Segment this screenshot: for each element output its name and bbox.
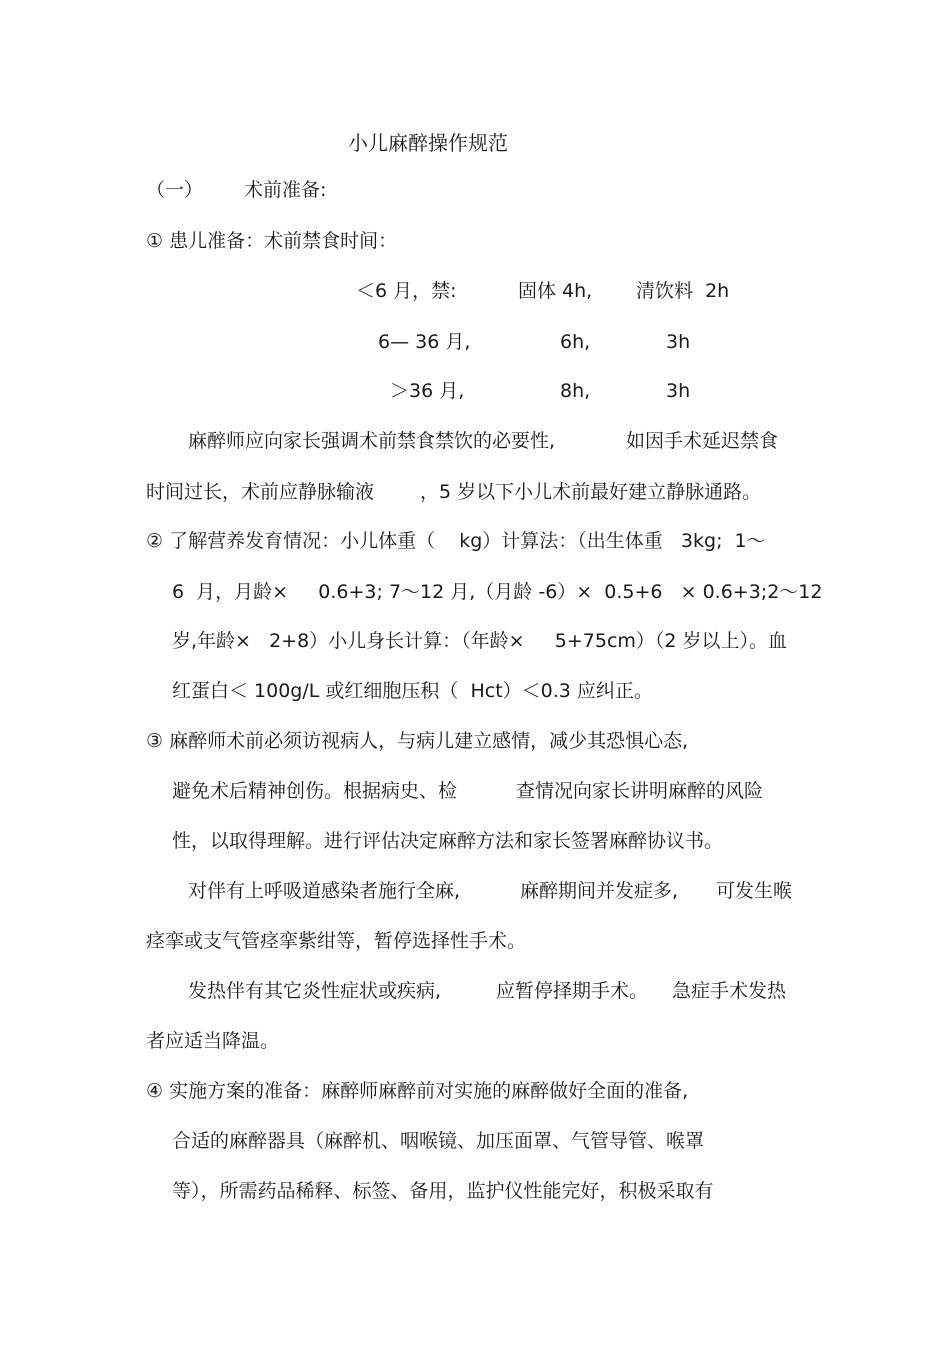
uri-para-line-1b: 麻醉期间并发症多, [520,880,679,902]
fasting-row-2-clear: 3h [666,331,691,353]
fasting-row-3-age: ＞36 月, [390,380,465,402]
uri-para-line-2: 痉挛或支气管痉挛紫绀等，暂停选择性手术。 [146,930,527,952]
fever-para-line-1b: 应暂停择期手术。 [496,980,649,1002]
item-2-line-2: 6 月，月龄× 0.6+3; 7～12 月,（月龄 -6）× 0.5+6 × 0.6+3;2～12 [172,581,823,603]
fasting-note-line-2a: 时间过长，术前应静脉输液 [146,481,375,503]
item-2-line-4: 红蛋白＜ 100g/L 或红细胞压积（ Hct）＜0.3 应纠正。 [172,680,653,702]
fever-para-line-2: 者应适当降温。 [146,1030,280,1052]
fasting-row-1-age: ＜6 月，禁: [356,280,457,302]
item-4-line-1: ④ 实施方案的准备：麻醉师麻醉前对实施的麻醉做好全面的准备, [146,1080,689,1102]
item-3-line-2b: 查情况向家长讲明麻醉的风险 [516,780,764,802]
fasting-note-line-1b: 如因手术延迟禁食 [626,430,779,452]
fasting-row-1-solid: 固体 4h, [518,280,593,302]
fasting-note-line-2b: ，5 岁以下小儿术前最好建立静脉通路。 [420,481,762,503]
fever-para-line-1a: 发热伴有其它炎性症状或疾病, [188,980,442,1002]
fasting-row-3-solid: 8h, [560,380,591,402]
fever-para-line-1c: 急症手术发热 [672,980,787,1002]
item-3-line-1: ③ 麻醉师术前必须访视病人，与病儿建立感情，减少其恐惧心态, [146,730,689,752]
item-1-heading: ① 患儿准备：术前禁食时间： [146,230,398,252]
section-heading: 术前准备: [244,179,327,201]
item-4-line-3: 等），所需药品稀释、标签、备用，监护仪性能完好，积极采取有 [172,1180,714,1202]
item-3-line-2a: 避免术后精神创伤。根据病史、检 [172,780,458,802]
fasting-row-2-age: 6— 36 月, [378,331,471,353]
fasting-row-2-solid: 6h, [560,331,591,353]
fasting-row-3-clear: 3h [666,380,691,402]
page-title: 小儿麻醉操作规范 [348,131,508,155]
uri-para-line-1a: 对伴有上呼吸道感染者施行全麻, [188,880,461,902]
section-number: （一） [146,179,204,201]
uri-para-line-1c: 可发生喉 [716,880,793,902]
fasting-row-1-clear: 清饮料 2h [636,280,730,302]
item-2-line-1: ② 了解营养发育情况：小儿体重（ kg）计算法：（出生体重 3kg; 1～ [146,530,766,552]
fasting-note-line-1a: 麻醉师应向家长强调术前禁食禁饮的必要性, [188,430,556,452]
item-4-line-2: 合适的麻醉器具（麻醉机、咽喉镜、加压面罩、气管导管、喉罩 [172,1130,705,1152]
item-3-line-3: 性，以取得理解。进行评估决定麻醉方法和家长签署麻醉协议书。 [172,830,724,852]
item-2-line-3: 岁,年龄× 2+8）小儿身长计算：（年龄× 5+75cm）（2 岁以上）。血 [172,630,788,652]
